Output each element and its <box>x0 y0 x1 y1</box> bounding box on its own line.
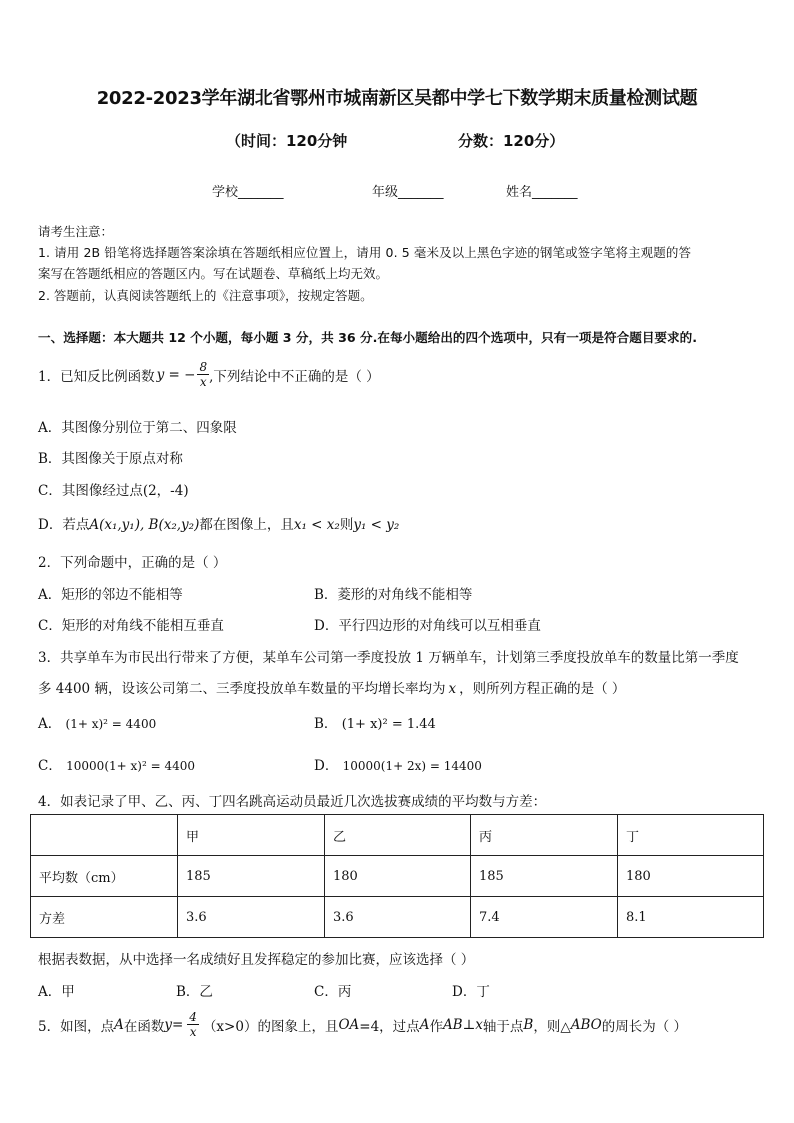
q5-perp: AB⊥x <box>442 1016 483 1033</box>
table-cell: 方差 <box>31 897 178 938</box>
table-cell: 180 <box>618 856 764 897</box>
notice-line-3: 2. 答题前，认真阅读答题纸上的《注意事项》，按规定答题。 <box>38 288 373 303</box>
q5-point-a: A <box>114 1016 124 1033</box>
page-title: 2022-2023学年湖北省鄂州市城南新区吴都中学七下数学期末质量检测试题 <box>96 88 698 109</box>
table-cell: 3.6 <box>325 897 471 938</box>
q5-frac-num: 4 <box>189 1010 197 1024</box>
q3-var: x <box>448 681 457 697</box>
q3-b-eq: (1+ x)² = 1.44 <box>341 717 436 732</box>
table-header-cell <box>31 815 178 856</box>
q1-stem-text: 1．已知反比例函数 <box>38 368 155 385</box>
q5-point-b: B <box>523 1016 534 1033</box>
table-cell: 185 <box>471 856 618 897</box>
table-row <box>31 897 764 938</box>
q1-frac-den: x <box>199 375 207 389</box>
q2-option-d: D．平行四边形的对角线可以互相垂直 <box>314 618 541 634</box>
q5-text-4: =4，过点 <box>359 1018 420 1035</box>
q1-option-d <box>38 513 399 533</box>
q5-eq: = <box>171 1016 184 1033</box>
q1-option-c: C．其图像经过点(2，-4) <box>38 483 189 499</box>
notice-line-1: 1. 请用 2B 铅笔将选择题答案涂填在答题纸相应位置上，请用 0. 5 毫米及以上黑色字迹的钢笔或签字笔将主观题的答 <box>38 245 692 260</box>
q5-point-a-2: A <box>419 1016 430 1033</box>
q5-text-7: ，则△ <box>533 1018 571 1035</box>
q1-stem <box>38 360 380 389</box>
q5-oa: OA <box>338 1016 360 1033</box>
q1-d-text2: 都在图像上，且 <box>199 517 294 533</box>
q5-text-2: 在函数 <box>123 1018 165 1035</box>
table-cell: 平均数（cm） <box>31 856 178 897</box>
table-cell: 8.1 <box>618 897 764 938</box>
table-header-cell: 丙 <box>471 815 618 856</box>
table-cell: 3.6 <box>178 897 325 938</box>
q4-option-d: D．丁 <box>452 984 490 1000</box>
q5-text-5: 作 <box>429 1018 443 1035</box>
q1-formula-lhs: y = − <box>156 366 196 383</box>
q1-d-cond: x₁ < x₂ <box>293 517 340 533</box>
section-heading: 一、选择题：本大题共 12 个小题，每小题 3 分，共 36 分.在每小题给出的四个选项中，只有一项是符合题目要求的. <box>38 330 698 345</box>
q2-option-a: A．矩形的邻边不能相等 <box>38 587 183 603</box>
q2-stem: 2．下列命题中，正确的是（ ） <box>38 555 227 571</box>
q1-d-points: A(x₁,y₁), B(x₂,y₂) <box>89 517 200 533</box>
q5-cond: （x>0） <box>202 1018 258 1035</box>
q3-b-label: B． <box>314 716 338 732</box>
q3-option-d <box>314 754 482 774</box>
q1-stem-tail: ,下列结论中不正确的是（ ） <box>209 368 380 385</box>
q3-option-b <box>314 712 436 732</box>
q3-d-eq: 10000(1+ 2x) = 14400 <box>342 759 482 773</box>
q1-frac-num: 8 <box>199 360 208 374</box>
q1-option-b: B．其图像关于原点对称 <box>38 451 183 467</box>
exam-score: 分数：120分） <box>458 132 565 150</box>
q3-stem-tail: ，则所列方程正确的是（ ） <box>459 681 626 697</box>
q1-d-concl: y₁ < y₂ <box>353 517 400 533</box>
table-header-cell: 丁 <box>618 815 764 856</box>
q1-d-text3: 则 <box>339 517 354 533</box>
q3-option-c <box>38 754 195 774</box>
q3-a-label: A． <box>38 716 62 732</box>
q5-frac-den: x <box>189 1025 197 1039</box>
table-cell: 7.4 <box>471 897 618 938</box>
table-header-cell: 乙 <box>325 815 471 856</box>
table-cell: 180 <box>325 856 471 897</box>
exam-time: （时间：120分钟 <box>226 132 348 150</box>
q4-option-b: B．乙 <box>176 984 213 1000</box>
q3-stem-line-2 <box>38 677 625 697</box>
q4-option-c: C．丙 <box>314 984 352 1000</box>
q2-option-c: C．矩形的对角线不能相互垂直 <box>38 618 224 634</box>
q5-text-1: 5．如图，点 <box>38 1018 115 1035</box>
school-field: 学校_______ <box>212 185 284 200</box>
q3-d-label: D． <box>314 758 339 774</box>
name-field: 姓名_______ <box>506 185 578 200</box>
q3-c-label: C． <box>38 758 62 774</box>
grade-field: 年级_______ <box>372 185 444 200</box>
q4-follow-up: 根据表数据，从中选择一名成绩好且发挥稳定的参加比赛，应该选择（ ） <box>38 952 475 968</box>
q5-y: y <box>164 1016 172 1033</box>
q3-stem-line-1: 3．共享单车为市民出行带来了方便，某单车公司第一季度投放 1 万辆单车，计划第三季度投放单车的数量比第一季度 <box>38 650 739 666</box>
q5-text-3: 的图象上，且 <box>257 1018 339 1035</box>
q4-stem: 4．如表记录了甲、乙、丙、丁四名跳高运动员最近几次选拔赛成绩的平均数与方差： <box>38 794 547 810</box>
table-header-cell: 甲 <box>178 815 325 856</box>
q4-option-a: A．甲 <box>38 984 75 1000</box>
table-cell: 185 <box>178 856 325 897</box>
q5-fraction <box>187 1010 199 1039</box>
q1-option-a: A．其图像分别位于第二、四象限 <box>38 420 237 436</box>
q2-option-b: B．菱形的对角线不能相等 <box>314 587 473 603</box>
table-row <box>31 856 764 897</box>
q5-stem <box>38 1010 687 1039</box>
notice-heading: 请考生注意： <box>38 224 114 239</box>
q5-abo: ABO <box>570 1016 602 1033</box>
q3-c-eq: 10000(1+ x)² = 4400 <box>66 759 195 773</box>
q5-text-6: 轴于点 <box>482 1018 524 1035</box>
q4-table <box>30 814 764 938</box>
q3-stem-text: 多 4400 辆，设该公司第二、三季度投放单车数量的平均增长率均为 <box>38 681 446 697</box>
q5-text-8: 的周长为（ ） <box>601 1018 688 1035</box>
q1-fraction <box>197 360 209 389</box>
q3-a-eq: (1+ x)² = 4400 <box>65 717 157 731</box>
q3-option-a <box>38 712 156 732</box>
table-header-row <box>31 815 764 856</box>
notice-line-2: 案写在答题纸相应的答题区内。写在试题卷、草稿纸上均无效。 <box>38 266 389 281</box>
q1-d-text: D．若点 <box>38 517 90 533</box>
